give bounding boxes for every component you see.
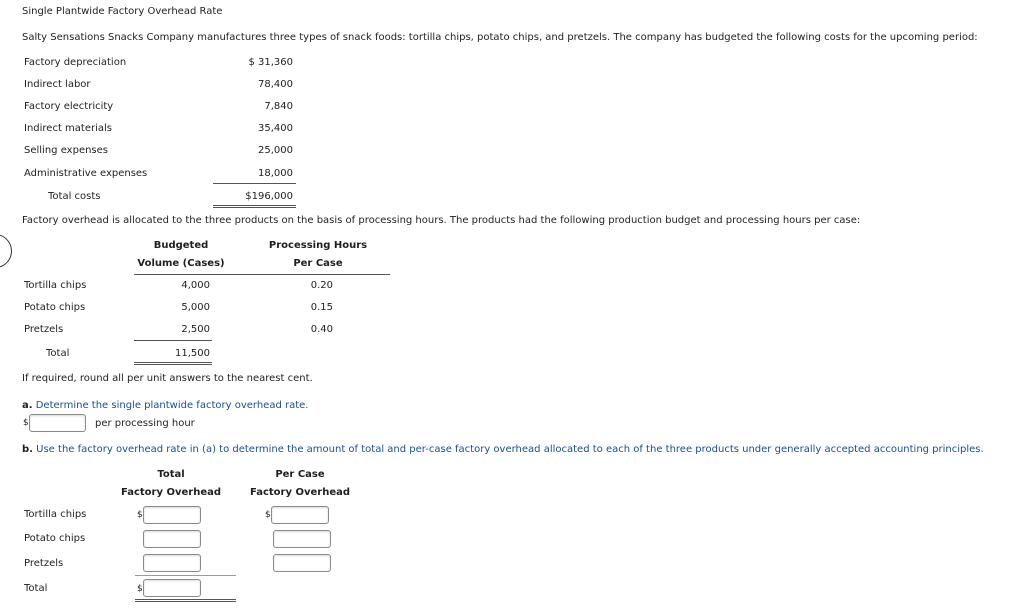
total-double-rule	[134, 362, 212, 363]
total-double-rule	[134, 364, 212, 365]
currency-sign: $	[265, 510, 271, 520]
cost-value: $ 31,360	[248, 57, 293, 68]
tortilla-per-case-overhead-input[interactable]	[271, 506, 329, 524]
total-row-label: Total	[24, 583, 48, 594]
subtotal-rule	[135, 575, 236, 576]
total-overhead-header: Total	[157, 469, 185, 480]
currency-sign: $	[137, 510, 143, 520]
total-costs-label: Total costs	[48, 191, 101, 202]
hours-header: Per Case	[293, 258, 343, 269]
allocation-paragraph: Factory overhead is allocated to the three products on the basis of processing hours. The products had the following production budget and processing hours per case:	[22, 215, 861, 226]
total-double-rule	[135, 601, 236, 602]
header-rule	[134, 274, 390, 275]
part-a-unit-label: per processing hour	[95, 418, 195, 429]
part-a-question	[22, 400, 308, 411]
pretzels-per-case-overhead-input[interactable]	[273, 554, 331, 572]
cost-label: Selling expenses	[24, 145, 109, 156]
cost-value: 7,840	[264, 101, 293, 112]
volume-value: 2,500	[181, 324, 210, 335]
volume-value: 4,000	[181, 280, 210, 291]
potato-per-case-overhead-input[interactable]	[273, 530, 331, 548]
subtotal-rule	[213, 183, 296, 184]
total-overhead-header: Factory Overhead	[120, 487, 222, 498]
product-label: Potato chips	[24, 302, 86, 313]
currency-sign: $	[137, 584, 143, 594]
side-marker-circle	[0, 234, 12, 268]
budget-total-label: Total	[46, 348, 70, 359]
hours-value: 0.20	[310, 280, 333, 291]
product-label: Potato chips	[24, 533, 86, 544]
part-a-letter: a.	[22, 400, 33, 411]
cost-label: Factory depreciation	[24, 57, 127, 68]
cost-label: Indirect materials	[24, 123, 113, 134]
pretzels-total-overhead-input[interactable]	[143, 554, 201, 572]
cost-value: 78,400	[258, 79, 293, 90]
cost-value: 25,000	[258, 145, 293, 156]
cost-label: Factory electricity	[24, 101, 114, 112]
hours-value: 0.15	[310, 302, 333, 313]
part-b-question	[22, 444, 984, 455]
overhead-rate-input[interactable]	[29, 414, 86, 432]
volume-header: Budgeted	[153, 240, 209, 251]
part-a-currency: $	[23, 418, 29, 428]
total-double-rule	[135, 599, 236, 600]
total-double-rule	[213, 207, 296, 208]
hours-header: Processing Hours	[268, 240, 368, 251]
tortilla-total-overhead-input[interactable]	[143, 506, 201, 524]
product-label: Pretzels	[24, 558, 64, 569]
per-case-overhead-header: Per Case	[275, 469, 325, 480]
page-title: Single Plantwide Factory Overhead Rate	[22, 6, 223, 17]
product-label: Tortilla chips	[24, 509, 87, 520]
cost-value: 35,400	[258, 123, 293, 134]
cost-value: 18,000	[258, 168, 293, 179]
volume-header: Volume (Cases)	[137, 258, 225, 269]
part-b-text: Use the factory overhead rate in (a) to determine the amount of total and per-case factory overhead allocated to each of the three products under generally accepted accounting principles.	[36, 444, 984, 455]
product-label: Tortilla chips	[24, 280, 87, 291]
rounding-note: If required, round all per unit answers to the nearest cent.	[22, 373, 313, 384]
intro-paragraph: Salty Sensations Snacks Company manufactures three types of snack foods: tortilla chips, potato chips, and pretzels. The company has budgeted the following costs for the upcoming period:	[22, 32, 978, 43]
part-a-text: Determine the single plantwide factory overhead rate.	[35, 400, 309, 411]
product-label: Pretzels	[24, 324, 64, 335]
total-double-rule	[213, 205, 296, 206]
cost-label: Administrative expenses	[24, 168, 148, 179]
volume-value: 5,000	[181, 302, 210, 313]
subtotal-rule	[134, 340, 212, 341]
total-overhead-sum-input[interactable]	[143, 579, 201, 597]
potato-total-overhead-input[interactable]	[143, 530, 201, 548]
hours-value: 0.40	[310, 324, 333, 335]
total-costs-value: $196,000	[245, 191, 293, 202]
per-case-overhead-header: Factory Overhead	[249, 487, 351, 498]
cost-label: Indirect labor	[24, 79, 91, 90]
part-b-letter: b.	[22, 444, 33, 455]
budget-total-volume: 11,500	[175, 348, 210, 359]
